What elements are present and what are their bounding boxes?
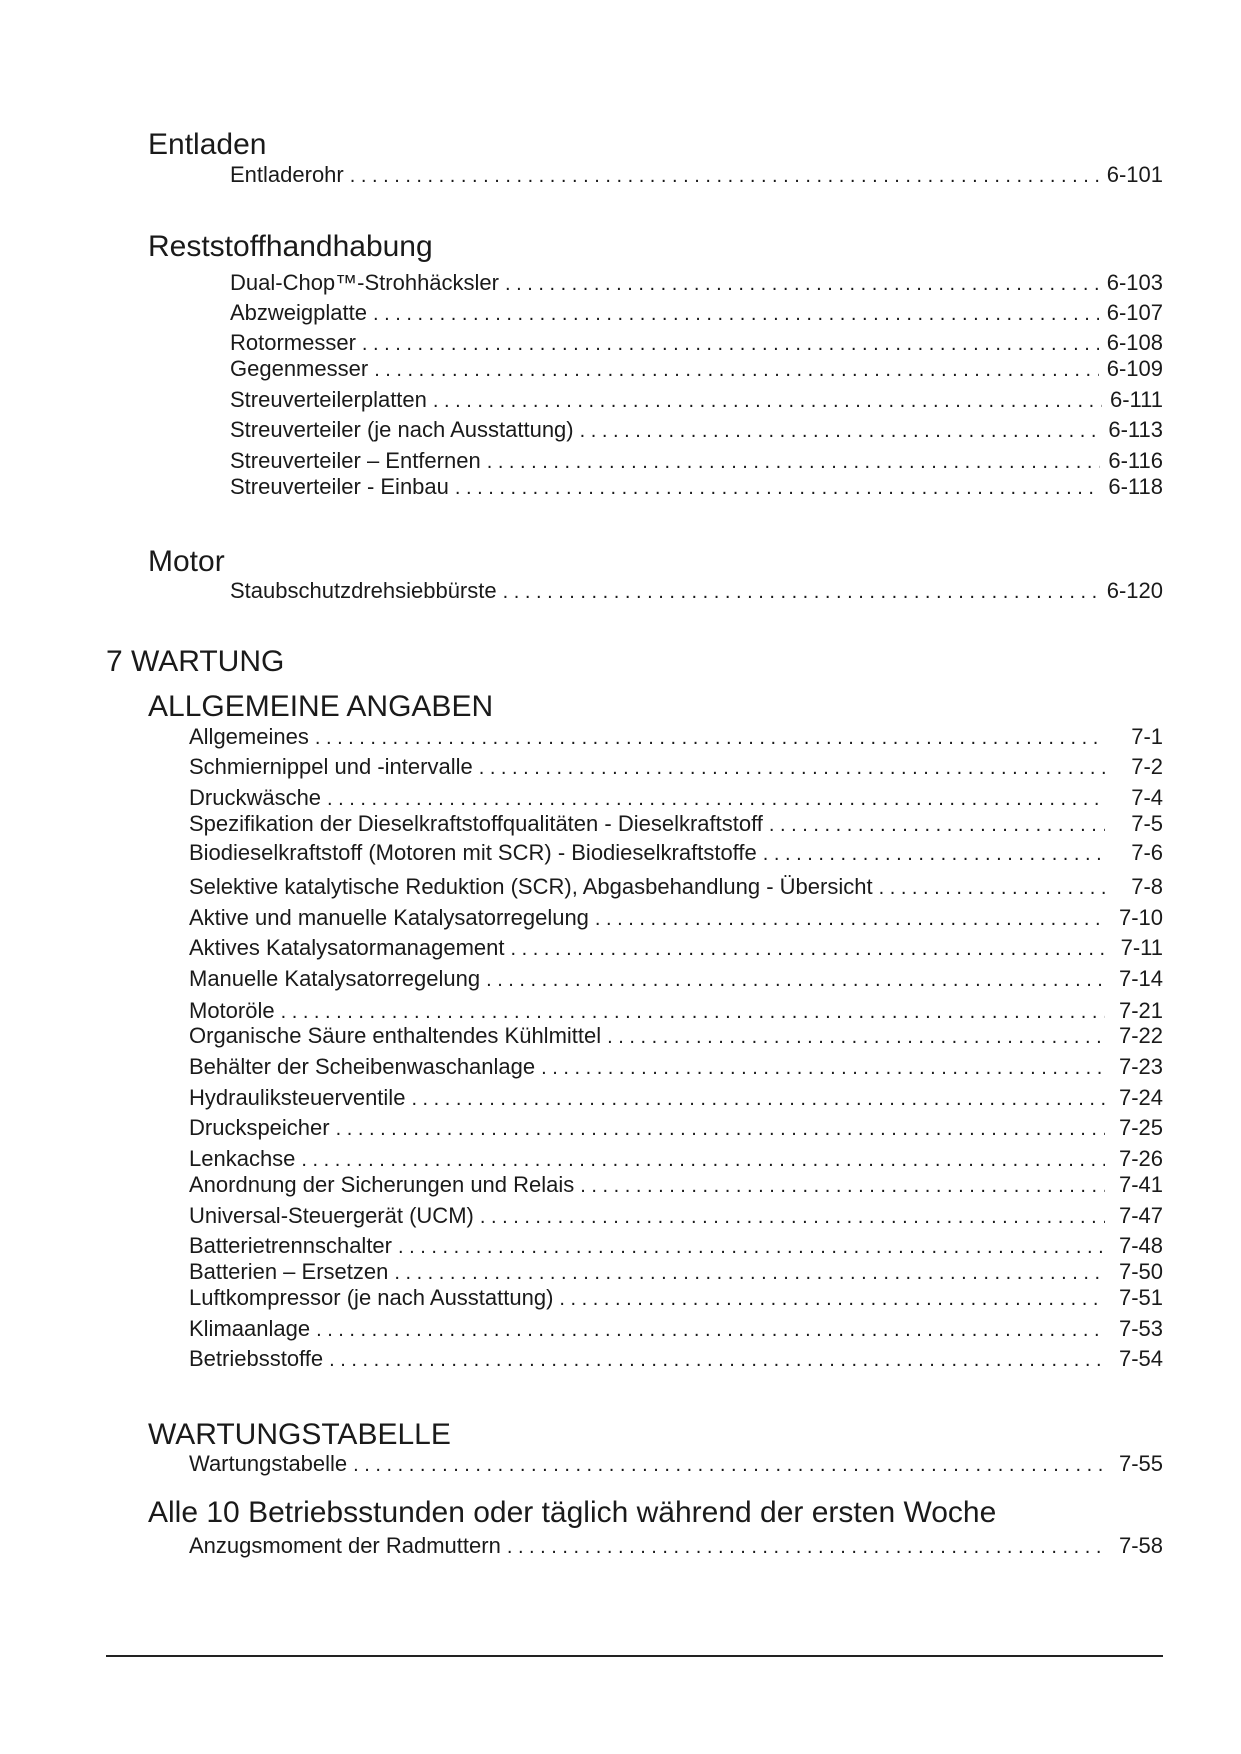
toc-entry[interactable] xyxy=(189,785,1163,811)
toc-leader-dots xyxy=(327,786,1105,812)
toc-entry-title: Motoröle xyxy=(189,998,275,1023)
toc-entry[interactable] xyxy=(230,578,1163,604)
toc-entry-page: 6-101 xyxy=(1106,162,1163,187)
toc-entry-title: Aktive und manuelle Katalysatorregelung xyxy=(189,905,589,930)
toc-entry[interactable] xyxy=(230,448,1163,474)
toc-entry[interactable] xyxy=(230,387,1163,413)
toc-leader-dots xyxy=(763,841,1105,867)
section-heading-alle10: Alle 10 Betriebsstunden oder täglich während der ersten Woche xyxy=(148,1496,997,1529)
toc-entry-page: 7-50 xyxy=(1118,1259,1163,1284)
toc-leader-dots xyxy=(769,812,1105,838)
toc-entry[interactable] xyxy=(230,417,1163,443)
toc-entry-page: 7-2 xyxy=(1131,754,1163,779)
toc-entry-title: Abzweigplatte xyxy=(230,300,367,325)
toc-leader-dots xyxy=(511,936,1106,962)
toc-entry-page: 6-116 xyxy=(1108,448,1163,473)
toc-entry-page: 7-11 xyxy=(1120,935,1163,960)
toc-entry-page: 6-108 xyxy=(1106,330,1163,355)
toc-entry-title: Universal-Steuergerät (UCM) xyxy=(189,1203,474,1228)
section-heading-allgemeine: ALLGEMEINE ANGABEN xyxy=(148,690,494,723)
toc-entry[interactable] xyxy=(189,840,1163,866)
toc-entry-title: Rotormesser xyxy=(230,330,356,355)
toc-entry-page: 7-51 xyxy=(1118,1285,1163,1310)
toc-leader-dots xyxy=(507,1534,1105,1560)
toc-entry[interactable] xyxy=(230,474,1163,500)
toc-leader-dots xyxy=(559,1286,1105,1312)
toc-leader-dots xyxy=(329,1347,1105,1373)
toc-entry[interactable] xyxy=(189,1533,1163,1559)
toc-leader-dots xyxy=(595,906,1105,932)
toc-entry-title: Schmiernippel und -intervalle xyxy=(189,754,473,779)
toc-entry-page: 7-23 xyxy=(1118,1054,1163,1079)
toc-leader-dots xyxy=(350,163,1099,189)
toc-leader-dots xyxy=(433,388,1102,414)
toc-entry-title: Streuverteilerplatten xyxy=(230,387,427,412)
toc-entry[interactable] xyxy=(189,811,1163,837)
toc-leader-dots xyxy=(607,1024,1105,1050)
toc-entry-page: 7-47 xyxy=(1118,1203,1163,1228)
toc-entry-page: 7-53 xyxy=(1118,1316,1163,1341)
toc-leader-dots xyxy=(487,449,1101,475)
toc-leader-dots xyxy=(336,1116,1105,1142)
toc-entry-title: Biodieselkraftstoff (Motoren mit SCR) - Biodieselkraftstoffe xyxy=(189,840,757,865)
toc-entry-page: 7-41 xyxy=(1118,1172,1163,1197)
toc-entry-page: 7-14 xyxy=(1118,966,1163,991)
toc-entry-page: 7-54 xyxy=(1118,1346,1163,1371)
toc-entry-title: Dual-Chop™-Strohhäcksler xyxy=(230,270,499,295)
toc-entry-page: 7-58 xyxy=(1118,1533,1163,1558)
toc-entry-title: Aktives Katalysatormanagement xyxy=(189,935,505,960)
toc-leader-dots xyxy=(505,271,1099,297)
toc-entry-title: Hydrauliksteuerventile xyxy=(189,1085,406,1110)
section-heading-entladen: Entladen xyxy=(148,128,267,161)
toc-leader-dots xyxy=(315,725,1105,751)
toc-entry-title: Betriebsstoffe xyxy=(189,1346,324,1371)
toc-entry-page: 7-55 xyxy=(1118,1451,1163,1476)
toc-leader-dots xyxy=(479,755,1105,781)
toc-entry[interactable] xyxy=(230,330,1163,356)
toc-entry-page: 6-120 xyxy=(1106,578,1163,603)
toc-entry-title: Streuverteiler – Entfernen xyxy=(230,448,481,473)
toc-entry-page: 7-24 xyxy=(1118,1085,1163,1110)
toc-leader-dots xyxy=(541,1055,1105,1081)
toc-entry-title: Streuverteiler - Einbau xyxy=(230,474,449,499)
toc-entry[interactable] xyxy=(230,300,1163,326)
toc-leader-dots xyxy=(316,1317,1105,1343)
toc-entry[interactable] xyxy=(230,162,1163,188)
toc-entry-title: Anzugsmoment der Radmuttern xyxy=(189,1533,501,1558)
toc-entry-page: 6-111 xyxy=(1109,387,1163,412)
toc-entry-page: 7-5 xyxy=(1131,811,1163,836)
toc-entry-title: Druckspeicher xyxy=(189,1115,330,1140)
toc-entry[interactable] xyxy=(189,1233,1163,1259)
toc-entry-title: Klimaanlage xyxy=(189,1316,311,1341)
toc-leader-dots xyxy=(374,357,1099,383)
toc-entry-page: 7-6 xyxy=(1131,840,1163,865)
toc-entry[interactable] xyxy=(189,1172,1163,1198)
toc-entry-title: Staubschutzdrehsiebbürste xyxy=(230,578,497,603)
toc-entry-page: 7-48 xyxy=(1118,1233,1163,1258)
toc-entry-title: Streuverteiler (je nach Ausstattung) xyxy=(230,417,574,442)
toc-entry-title: Behälter der Scheibenwaschanlage xyxy=(189,1054,536,1079)
toc-entry-title: Batterien – Ersetzen xyxy=(189,1259,389,1284)
toc-entry-page: 7-10 xyxy=(1118,905,1163,930)
toc-entry[interactable] xyxy=(189,1285,1163,1311)
toc-entry-title: Allgemeines xyxy=(189,724,309,749)
footer-rule xyxy=(106,1655,1163,1657)
toc-leader-dots xyxy=(362,331,1099,357)
toc-entry[interactable] xyxy=(189,998,1163,1024)
toc-leader-dots xyxy=(879,875,1105,901)
toc-entry-page: 6-109 xyxy=(1106,356,1163,381)
toc-entry-page: 7-1 xyxy=(1131,724,1163,749)
toc-entry-page: 7-4 xyxy=(1131,785,1163,810)
toc-entry[interactable] xyxy=(189,1451,1163,1477)
toc-leader-dots xyxy=(455,475,1100,501)
toc-entry[interactable] xyxy=(189,966,1163,992)
toc-entry-page: 6-118 xyxy=(1108,474,1163,499)
toc-entry-title: Batterietrennschalter xyxy=(189,1233,392,1258)
toc-entry-title: Manuelle Katalysatorregelung xyxy=(189,966,481,991)
toc-entry-page: 7-25 xyxy=(1118,1115,1163,1140)
toc-entry-title: Spezifikation der Dieselkraftstoffqualitäten - Dieselkraftstoff xyxy=(189,811,763,836)
toc-entry-title: Lenkachse xyxy=(189,1146,296,1171)
toc-entry-page: 6-107 xyxy=(1106,300,1163,325)
toc-entry-title: Anordnung der Sicherungen und Relais xyxy=(189,1172,575,1197)
section-heading-motor: Motor xyxy=(148,545,225,578)
toc-entry[interactable] xyxy=(189,1146,1163,1172)
toc-entry-page: 6-103 xyxy=(1106,270,1163,295)
toc-entry[interactable] xyxy=(230,356,1163,382)
toc-entry[interactable] xyxy=(189,1203,1163,1229)
toc-entry[interactable] xyxy=(189,1115,1163,1141)
toc-entry-title: Luftkompressor (je nach Ausstattung) xyxy=(189,1285,554,1310)
toc-entry-title: Entladerohr xyxy=(230,162,344,187)
section-heading-reststoff: Reststoffhandhabung xyxy=(148,230,433,263)
toc-leader-dots xyxy=(411,1086,1105,1112)
toc-entry[interactable] xyxy=(189,1346,1163,1372)
toc-entry[interactable] xyxy=(189,1259,1163,1285)
toc-entry-title: Wartungstabelle xyxy=(189,1451,348,1476)
toc-leader-dots xyxy=(486,967,1105,993)
toc-leader-dots xyxy=(281,999,1105,1025)
toc-entry[interactable] xyxy=(189,1054,1163,1080)
toc-entry[interactable] xyxy=(189,1316,1163,1342)
toc-leader-dots xyxy=(373,301,1099,327)
toc-entry[interactable] xyxy=(189,754,1163,780)
toc-entry-page: 7-8 xyxy=(1131,874,1163,899)
toc-leader-dots xyxy=(398,1234,1105,1260)
toc-entry-title: Gegenmesser xyxy=(230,356,369,381)
toc-entry-title: Selektive katalytische Reduktion (SCR), Abgasbehandlung - Übersicht xyxy=(189,874,873,899)
toc-entry-title: Druckwäsche xyxy=(189,785,322,810)
chapter-heading: 7 WARTUNG xyxy=(106,645,285,678)
toc-entry[interactable] xyxy=(189,874,1163,900)
toc-leader-dots xyxy=(580,418,1101,444)
toc-entry-page: 6-113 xyxy=(1108,417,1163,442)
toc-entry[interactable] xyxy=(189,1085,1163,1111)
toc-entry-title: Organische Säure enthaltendes Kühlmittel xyxy=(189,1023,602,1048)
toc-entry[interactable] xyxy=(189,905,1163,931)
section-heading-wartungstabelle: WARTUNGSTABELLE xyxy=(148,1418,451,1451)
toc-entry-page: 7-21 xyxy=(1118,998,1163,1023)
toc-entry[interactable] xyxy=(230,270,1163,296)
toc-leader-dots xyxy=(480,1204,1105,1230)
toc-leader-dots xyxy=(394,1260,1105,1286)
toc-leader-dots xyxy=(580,1173,1105,1199)
toc-entry-page: 7-22 xyxy=(1118,1023,1163,1048)
toc-entry[interactable] xyxy=(189,724,1163,750)
toc-entry[interactable] xyxy=(189,1023,1163,1049)
toc-entry-page: 7-26 xyxy=(1118,1146,1163,1171)
toc-leader-dots xyxy=(503,579,1099,605)
toc-leader-dots xyxy=(353,1452,1105,1478)
toc-entry[interactable] xyxy=(189,935,1163,961)
toc-leader-dots xyxy=(301,1147,1105,1173)
